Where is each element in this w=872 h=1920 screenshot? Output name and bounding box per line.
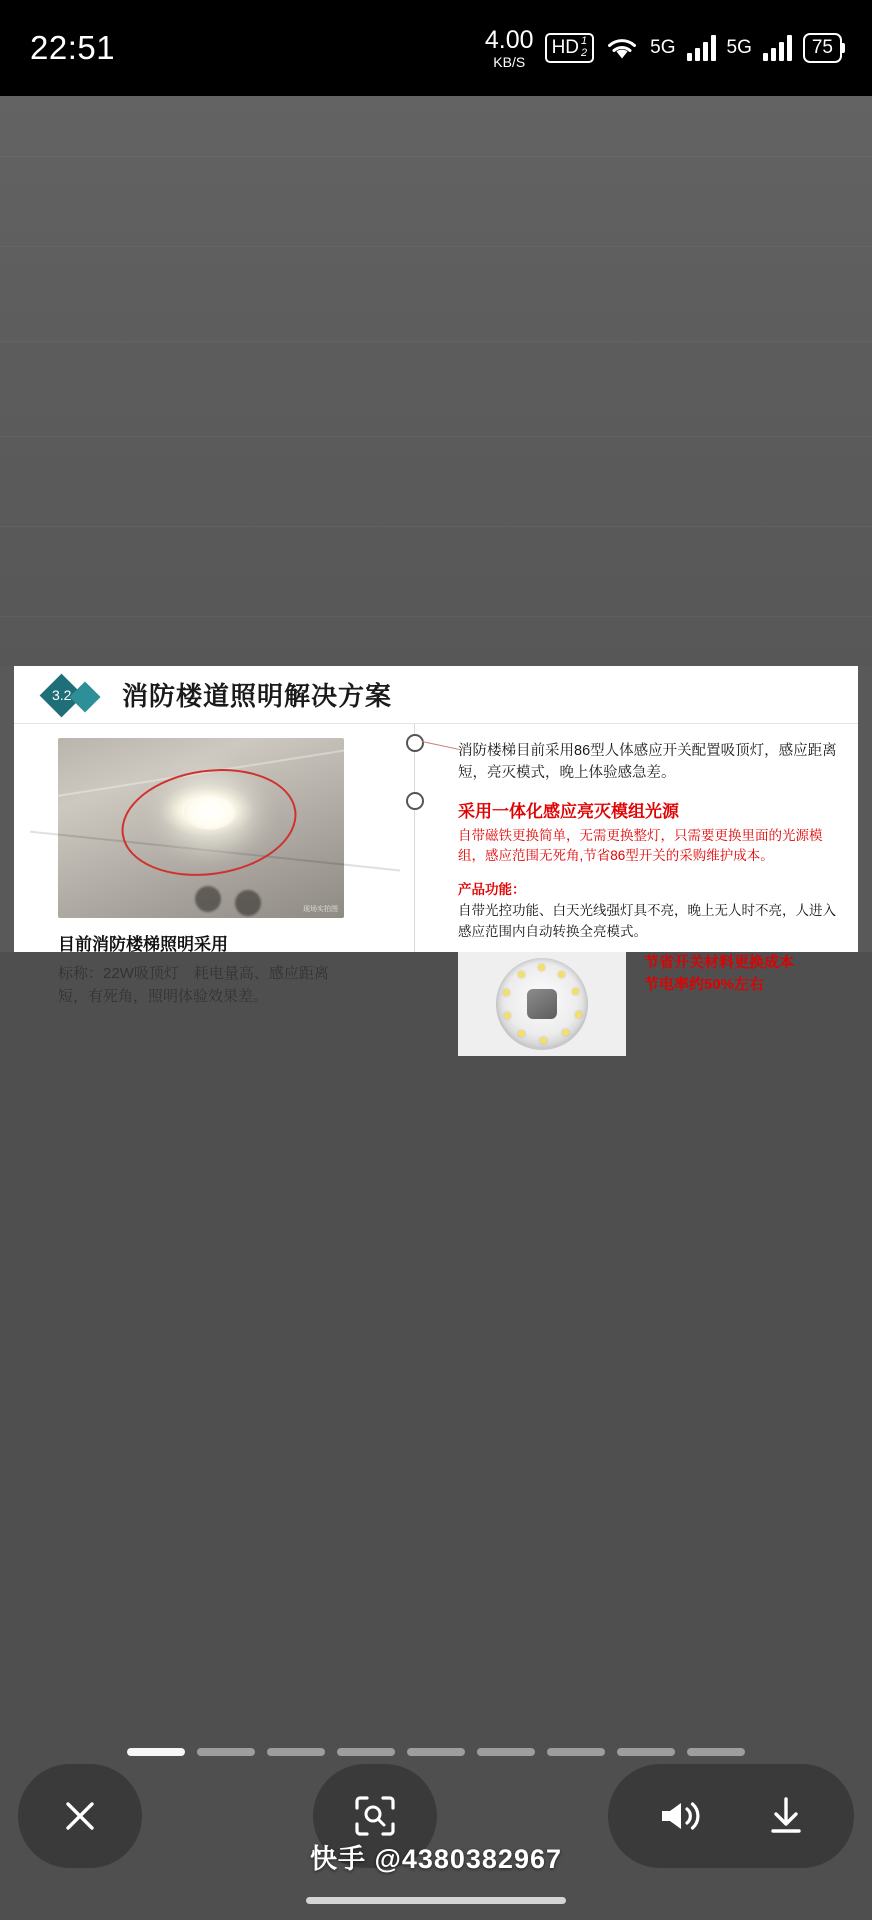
page-indicator[interactable] xyxy=(0,1748,872,1756)
savings-note: 节省开关材料更换成本 节电率约50%左右 xyxy=(644,953,795,993)
photo-watermark: 现场实拍图 xyxy=(303,906,338,913)
network-speed-value: 4.00 xyxy=(484,25,534,54)
volume-button[interactable] xyxy=(654,1794,704,1838)
wifi-icon xyxy=(605,35,639,61)
left-caption-text: 标称：22W吸顶灯 耗电量高、感应距离短，有死角，照明体验效果差。 xyxy=(58,965,329,1005)
hd-volte-icon xyxy=(545,33,595,62)
hd-sim-numbers xyxy=(581,36,587,59)
page-dash[interactable] xyxy=(547,1748,605,1756)
status-right-group xyxy=(484,25,842,70)
sim1-signal-icon xyxy=(687,35,716,61)
viewer-backdrop-top xyxy=(0,96,872,666)
page-dash[interactable] xyxy=(687,1748,745,1756)
image-viewer[interactable] xyxy=(0,96,872,1920)
battery-indicator: 75 xyxy=(803,33,842,63)
left-caption-title: 目前消防楼梯照明采用 xyxy=(58,935,228,954)
product-row xyxy=(458,952,840,1056)
slide-header xyxy=(14,666,858,724)
red-annotation-ellipse xyxy=(114,759,302,887)
network-speed-unit: KB/S xyxy=(493,53,526,70)
sim2-signal-icon xyxy=(763,35,792,61)
status-bar xyxy=(0,0,872,96)
page-dash[interactable] xyxy=(127,1748,185,1756)
section-number: 3.2 xyxy=(52,686,72,703)
download-button[interactable] xyxy=(764,1793,808,1839)
right-headline-red: 采用一体化感应亮灭模组光源 xyxy=(458,801,679,821)
home-indicator[interactable] xyxy=(306,1897,566,1904)
right-intro-text: 消防楼梯目前采用86型人体感应开关配置吸顶灯，感应距离短，亮灭模式，晚上体验感急差。 xyxy=(458,743,837,782)
close-icon xyxy=(58,1794,102,1838)
network-speed xyxy=(484,25,534,70)
sim1-network-label: 5G xyxy=(650,37,676,58)
ceiling-lamp-photo xyxy=(58,738,344,918)
page-dash[interactable] xyxy=(337,1748,395,1756)
app-watermark: 快手 @4380382967 xyxy=(310,1844,562,1874)
status-clock: 22:51 xyxy=(30,29,116,66)
connector-circle-top xyxy=(406,734,424,752)
right-body-red: 自带磁铁更换简单，无需更换整灯，只需要更换里面的光源模组，感应范围无死角,节省86型开关的采购维护成本。 xyxy=(458,827,823,864)
feature-text: 自带光控功能、白天光线强灯具不亮，晚上无人时不亮，人进入感应范围内自动转换全亮模式。 xyxy=(458,903,836,939)
slide-title: 消防楼道照明解决方案 xyxy=(122,681,393,711)
hd-sim-1: 1 xyxy=(581,35,588,48)
scan-icon xyxy=(351,1792,399,1840)
led-module-photo xyxy=(458,952,626,1056)
module-hub xyxy=(527,989,557,1019)
sim2-network-label: 5G xyxy=(726,37,752,58)
page-dash[interactable] xyxy=(407,1748,465,1756)
slide-right-column xyxy=(414,724,858,993)
slide-left-column xyxy=(14,724,414,1005)
led-module-shape xyxy=(496,958,588,1050)
page-dash[interactable] xyxy=(197,1748,255,1756)
leader-line xyxy=(422,741,461,750)
slide-body xyxy=(14,724,858,1005)
slide-image[interactable] xyxy=(14,666,858,1005)
hd-label: HD xyxy=(551,37,580,58)
hd-sim-2: 2 xyxy=(581,47,588,59)
page-dash[interactable] xyxy=(477,1748,535,1756)
page-dash[interactable] xyxy=(267,1748,325,1756)
connector-circle-bottom xyxy=(406,792,424,810)
feature-label: 产品功能： xyxy=(458,882,526,898)
page-dash[interactable] xyxy=(617,1748,675,1756)
section-number-badge xyxy=(44,673,122,717)
